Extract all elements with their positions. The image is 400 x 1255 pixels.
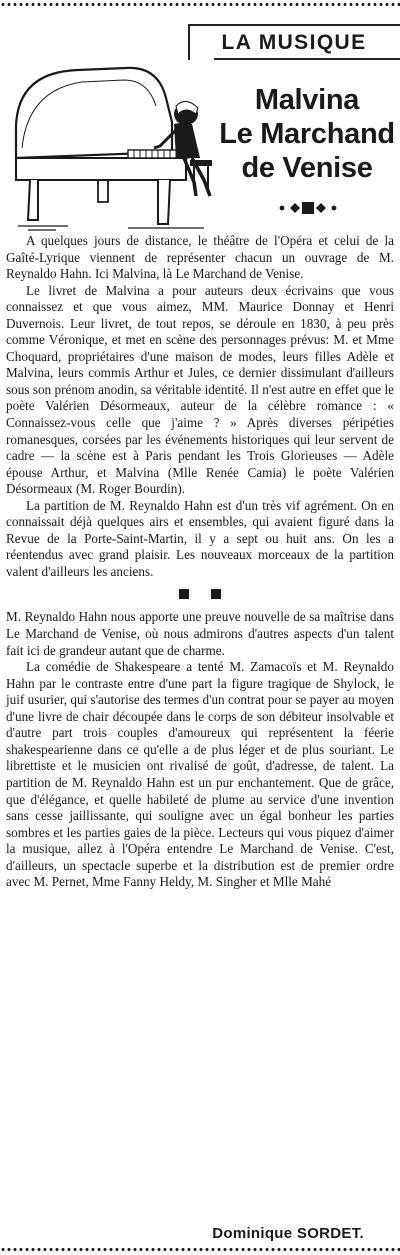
author-signature: Dominique SORDET.	[212, 1225, 364, 1242]
section-heading: LA MUSIQUE	[221, 31, 367, 54]
article-title-line-3: de Venise	[241, 152, 373, 184]
title-ornament-icon	[262, 200, 354, 216]
bottom-dotted-rule	[0, 1245, 400, 1255]
paragraph-5: La comédie de Shakespeare a tenté M. Zamacoïs et M. Reynaldo Hahn par le contraste entre d'une part la figure tragique de Shylock, le juif usurier, qui s'autorise des termes d'un contrat pour se payer au moyen d'une livre de chair découpée dans le corps de son débiteur insolvable et d'autre part trois couples d'amoureux qui représentent la féerie shakespearienne dans ce qu'elle a de plus léger et de plus souriant. Le librettiste et le musicien ont rivalisé de goût, d'adresse, de talent. La partition de M. Reynaldo Hahn est un pur enchantement. Que de grâce, que d'élégance, et quelle habileté de plume au service d'une invention sans cesse jaillissante, qui souligne avec un égal bonheur les parties sombres et les parties gaies de la pièce. Lecteurs qui vous piquez d'aimer la musique, allez à l'Opéra entendre Le Marchand de Venise. C'est, d'ailleurs, un spectacle superbe et la distribution est de premier ordre avec M. Pernet, Mme Fanny Heldy, M. Singher et Mlle Mahé	[6, 659, 394, 890]
paragraph-3: La partition de M. Reynaldo Hahn est d'un très vif agrément. On en connaissait déjà quelques airs et ensembles, qui avaient figuré dans la Revue de la Porte-Saint-Martin, il y a sept ou huit ans. On les a réentendus avec grand plaisir. Les nouveaux morceaux de la partition valent d'ailleurs les anciens.	[6, 497, 394, 579]
article-title-line-2: Le Marchand	[219, 118, 395, 150]
separator-square-left	[179, 589, 189, 599]
square-separator-icon	[6, 589, 394, 599]
paragraph-4: M. Reynaldo Hahn nous apporte une preuve nouvelle de sa maîtrise dans Le Marchand de Venise, où nous admirons d'autres aspects d'un talent fait ici de grandeur autant que de charme.	[6, 609, 394, 658]
paragraph-2: Le livret de Malvina a pour auteurs deux écrivains que vous connaissez et que vous aimez, MM. Maurice Donnay et Henri Duvernois. Leur livret, de tout repos, se déroule en 1830, à peu près comme Véronique, et met en scène des personnages prévus: M. et Mme Choquard, propriétaires d'une maison de modes, leurs filles Adèle et Malvina, leurs commis Arthur et Jules, ce dernier dissimulant d'ailleurs sous son prénom anodin, sa véritable identité. Il n'est autre en effet que le poète Valérien Désormeaux, auteur de la célèbre romance : « Connaissez-vous celle que j'aime ? » Après diverses péripéties romanesques, corsées par les événements historiques qui leur servent de cadre — la scène est à Paris pendant les Trois Glorieuses — Adèle épouse Arthur, et Malvina (Mlle Renée Camia) le poète Valérien Désormeaux (M. Roger Bourdin).	[6, 282, 394, 497]
article-title-line-1: Malvina	[254, 84, 360, 116]
article-body	[6, 233, 394, 891]
header-rule-top	[188, 24, 400, 26]
top-dotted-rule	[0, 0, 400, 10]
paragraph-1: A quelques jours de distance, le théâtre de l'Opéra et celui de la Gaîté-Lyrique viennent de représenter chacun un ouvrage de M. Reynaldo Hahn. Ici Malvina, là Le Marchand de Venise.	[6, 233, 394, 282]
header-rule-bottom	[214, 58, 400, 60]
separator-square-right	[211, 589, 221, 599]
pianist-at-grand-piano-illustration	[8, 62, 214, 234]
